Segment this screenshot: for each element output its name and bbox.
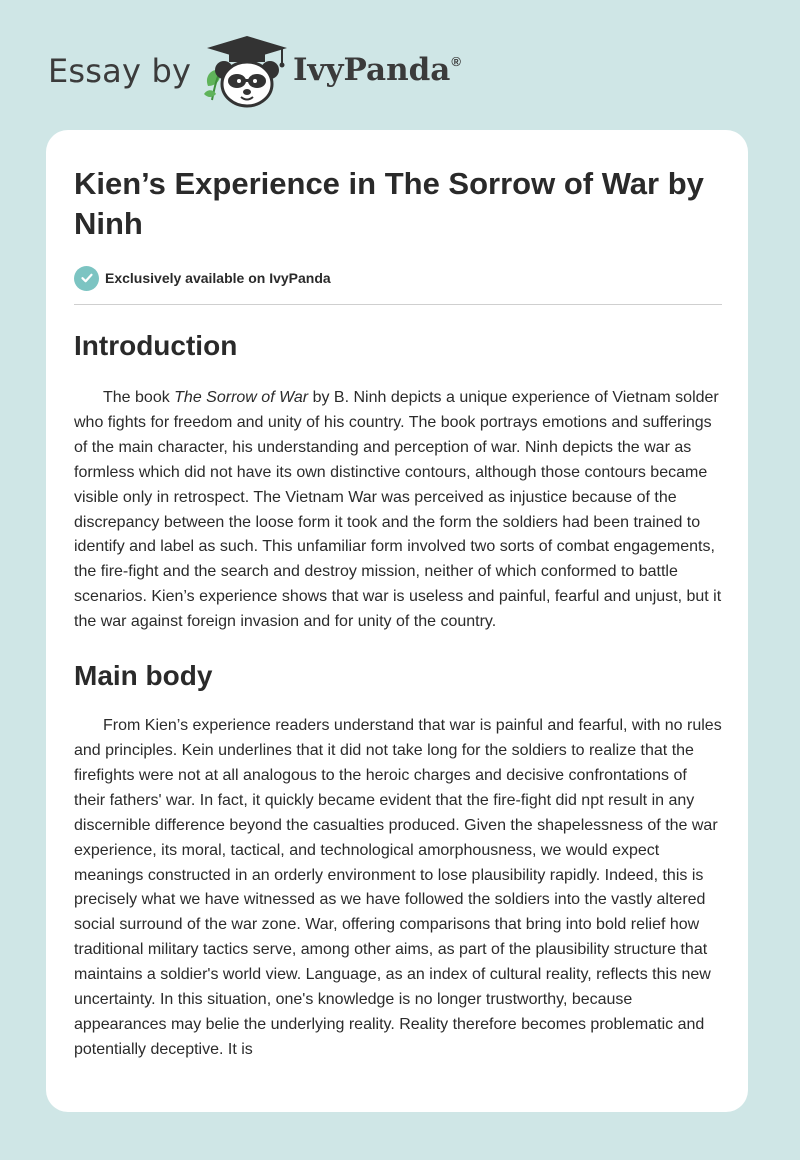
panda-graduate-icon[interactable] [202,30,292,110]
book-title-italic: The Sorrow of War [174,389,309,406]
divider [74,304,722,305]
brand-label[interactable]: IvyPanda [293,52,451,88]
article-title: Kien’s Experience in The Sorrow of War by Ninh [74,166,704,241]
intro-text-start: The book [103,389,175,406]
intro-text-rest: by B. Ninh depicts a unique experience of Vietnam solder who fights for freedom and unity of his country. The book portrays emotions and sufferings of the main character, his understanding and perception of war. Ninh depicts the war as formless which did not have its own distinctive contours, although those contours became visible only in retrospect. The Vietnam War was perceived as injustice because of the discrepancy between the loose form it took and the form the soldiers had been trained to identify and label as such. This unfamiliar form involved two sorts of combat engagements, the fire-fight and the search and destroy mission, neither of which conformed to battle scenarios. Kien’s experience shows that war is useless and painful, fearful and unjust, but it the war against foreign invasion and for unity of the country. [74,389,722,631]
site-header [48,30,508,112]
paragraph-introduction [74,386,722,635]
brand-name[interactable] [293,52,461,88]
exclusive-badge [74,264,722,292]
section-heading-introduction: Introduction [74,330,238,361]
essay-by-label: Essay by [48,52,192,90]
paragraph-main-body: From Kien’s experience readers understand that war is painful and fearful, with no rules and principles. Kein underlines that it did not take long for the soldiers to realize that the firefights were not at all analogous to the heroic charges and decisive confrontations of their fathers' war. In fact, it quickly became evident that the fire-fight did npt result in any discernible difference beyond the casualties produced. Given the shapelessness of the war experience, its moral, tactical, and technological amorphousness, we would expect meanings constructed in an orderly environment to lose plausibility rapidly. Indeed, this is precisely what we have witnessed as we have followed the soldiers into the vastly altered social surround of the war zone. War, offering comparisons that bring into bold relief how traditional military tactics serve, among other aims, as part of the plausibility structure that maintains a soldier's world view. Language, as an index of cultural reality, reflects this new uncertainty. In this situation, one's knowledge is no longer trustworthy, because appearances may belie the underlying reality. Reality therefore becomes problematic and potentially deceptive. It is [74,717,722,1058]
registered-mark: ® [451,54,461,69]
article-content [74,164,722,1063]
check-icon [74,266,99,291]
section-heading-main-body: Main body [74,660,213,692]
article-card [46,130,748,1112]
exclusive-badge-label: Exclusively available on IvyPanda [105,270,331,286]
